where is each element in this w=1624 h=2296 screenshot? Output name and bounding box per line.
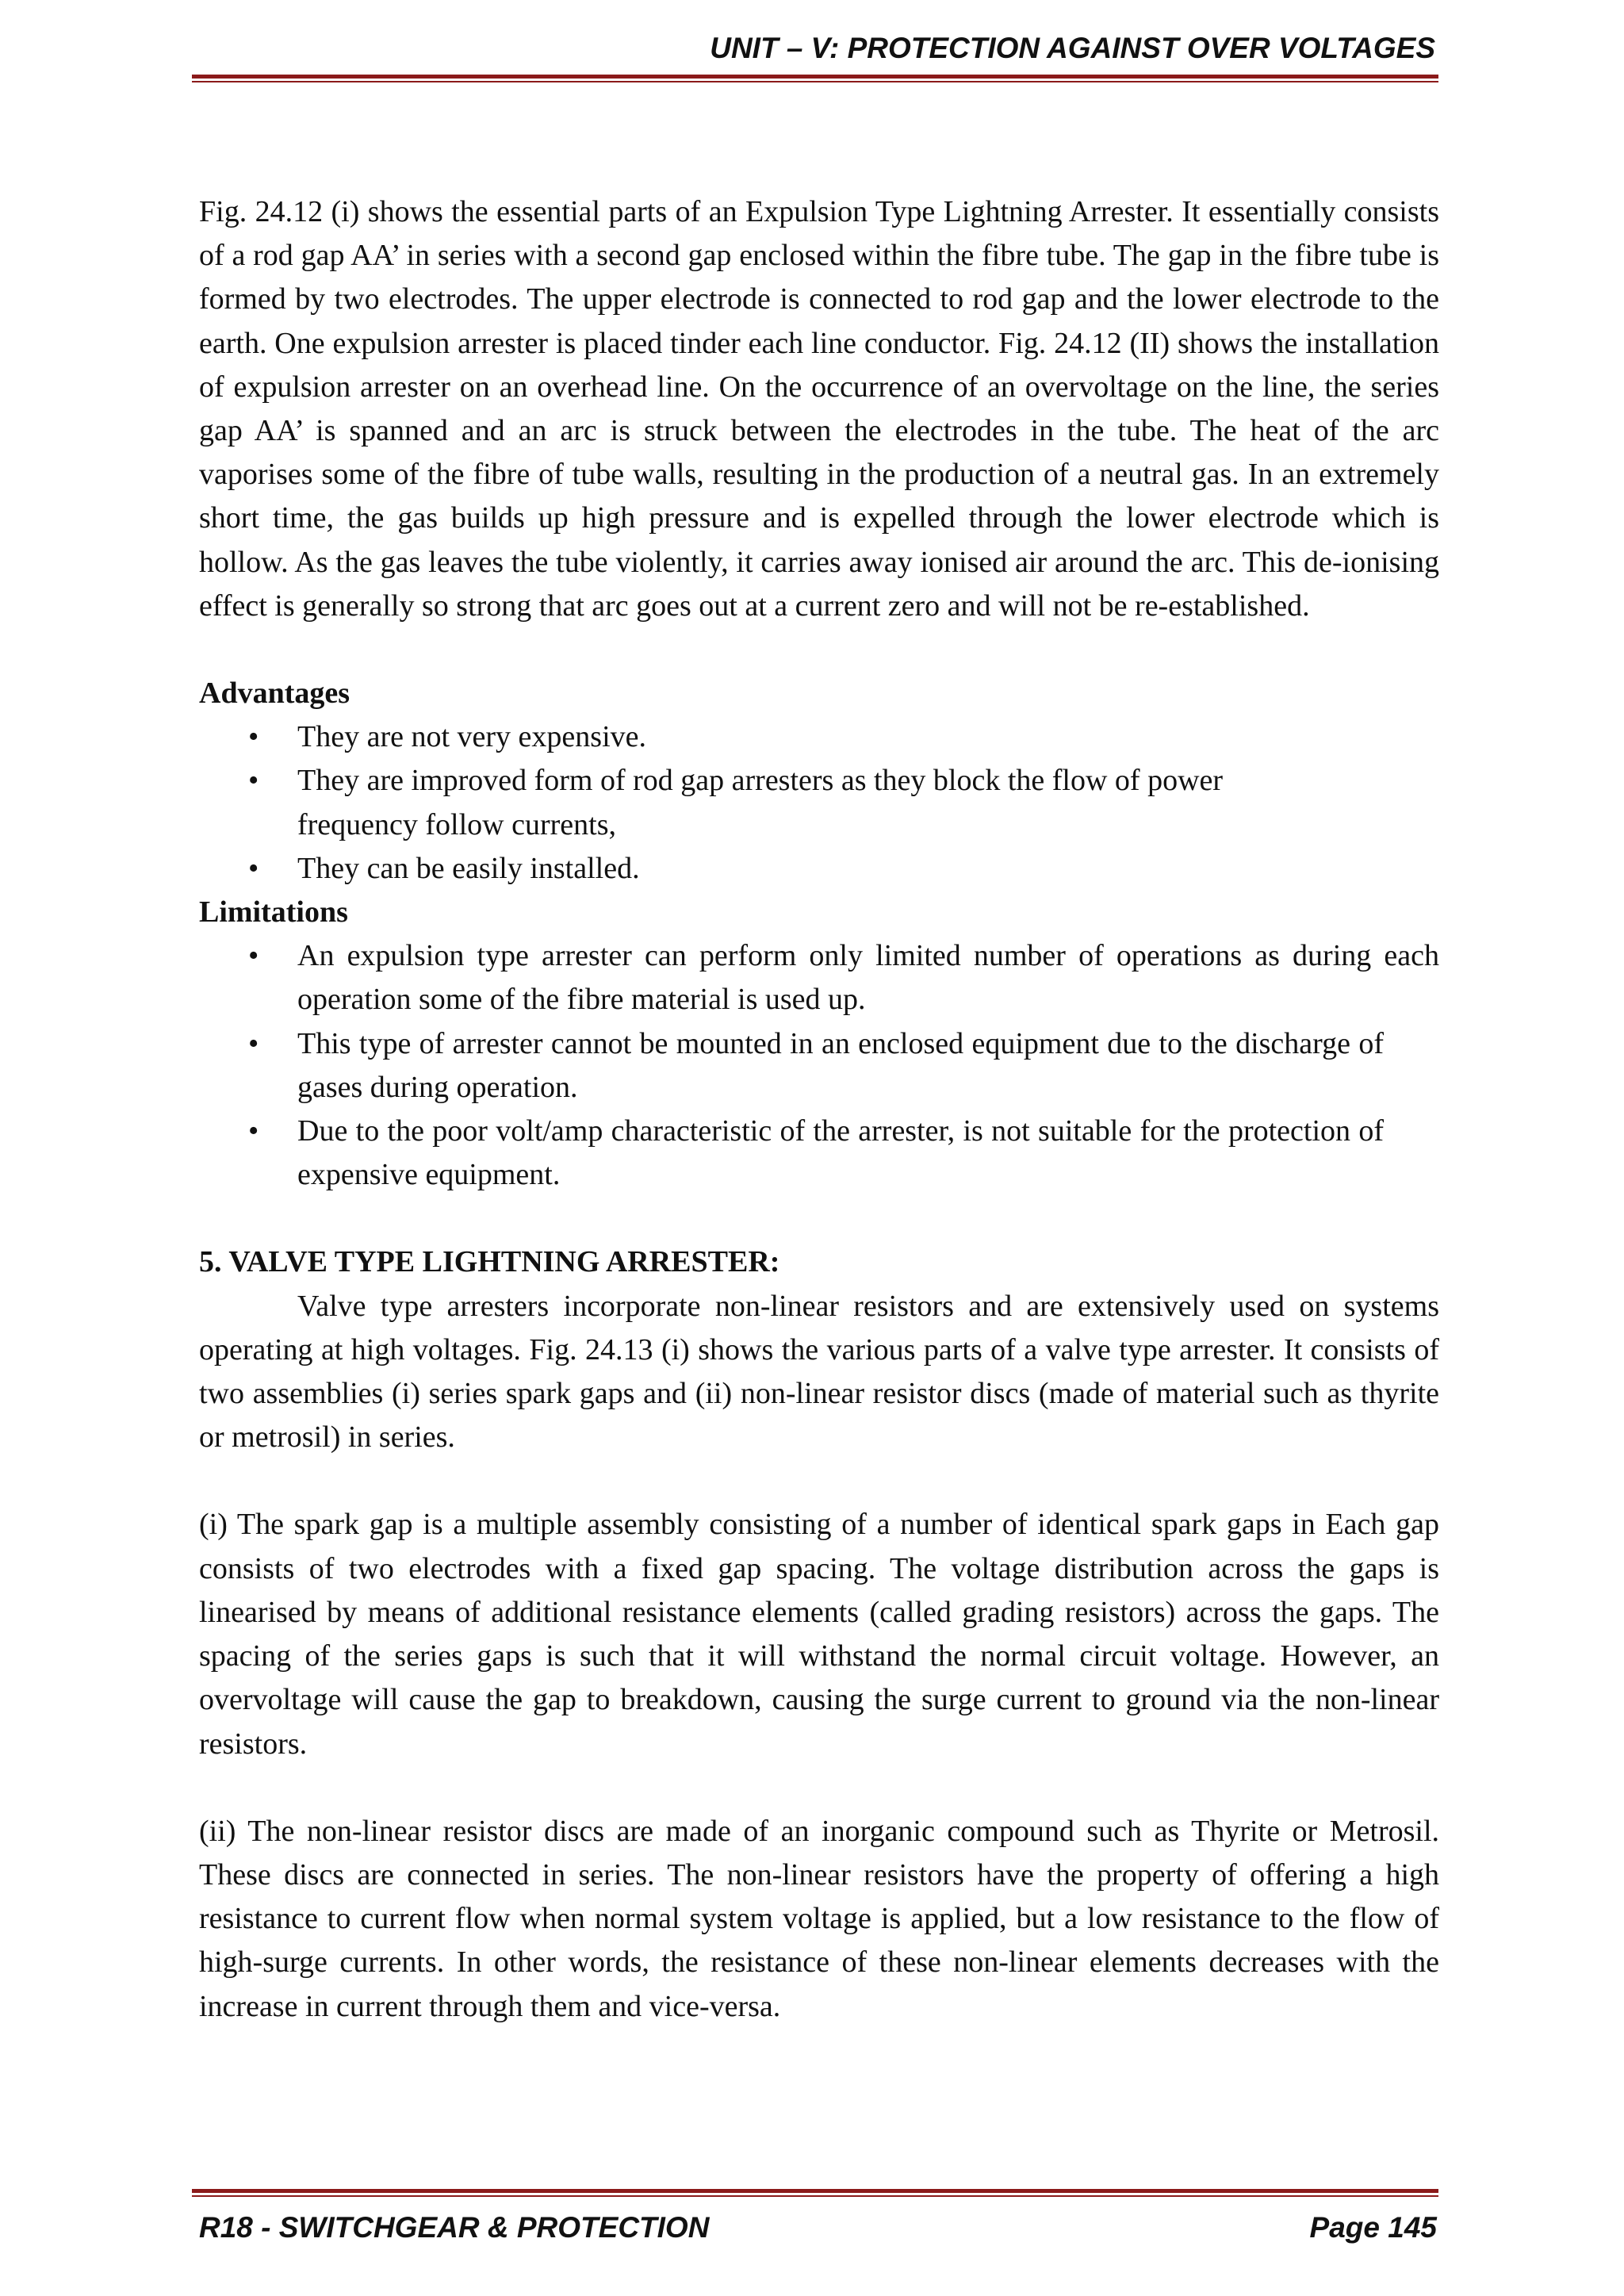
list-item-text: An expulsion type arrester can perform only limited number of operations as during each operation some of the fibre material is used up. <box>297 939 1439 1017</box>
footer-rule-thin <box>192 2195 1438 2197</box>
list-item <box>199 1110 1439 1197</box>
page-number: Page 145 <box>1309 2211 1437 2244</box>
bullet-icon: • <box>248 1114 259 1148</box>
advantages-list <box>199 715 1439 891</box>
header-rule <box>192 75 1438 79</box>
section-heading: 5. VALVE TYPE LIGHTNING ARRESTER: <box>199 1245 780 1279</box>
list-item-text: They can be easily installed. <box>297 851 640 885</box>
bullet-icon: • <box>248 764 259 798</box>
paragraph-i: (i) The spark gap is a multiple assembly consisting of a number of identical spark gaps in Each gap consists of two electrodes with a fixed gap spacing. The voltage distribution across the gaps is linearised by means of additional resistance elements (called grading resistors) across the gaps. The spacing of the series gaps is such that it will withstand the normal circuit voltage. However, an overvoltage will cause the gap to breakdown, causing the surge current to ground via the non-linear resistors. <box>199 1508 1439 1761</box>
list-item-text: They are not very expensive. <box>297 720 646 754</box>
spacer <box>199 628 1439 672</box>
intro-paragraph: Fig. 24.12 (i) shows the essential parts of an Expulsion Type Lightning Arrester. It essentially consists of a rod gap AA’ in series with a second gap enclosed within the fibre tube. The gap in the fibre tube is formed by two electrodes. The upper electrode is connected to rod gap and the lower electrode to the earth. One expulsion arrester is placed tinder each line conductor. Fig. 24.12 (II) shows the installation of expulsion arrester on an overhead line. On the occurrence of an overvoltage on the line, the series gap AA’ is spanned and an arc is struck between the electrodes in the tube. The heat of the arc vaporises some of the fibre of tube walls, resulting in the production of a neutral gas. In an extremely short time, the gas builds up high pressure and is expelled through the lower electrode which is hollow. As the gas leaves the tube violently, it carries away ionised air around the arc. This de-ionising effect is generally so strong that arc goes out at a current zero and will not be re-established. <box>199 195 1439 623</box>
list-item <box>199 847 1439 891</box>
footer-course: R18 - SWITCHGEAR & PROTECTION <box>199 2211 710 2244</box>
body-content <box>199 190 1439 2029</box>
list-item-text: They are improved form of rod gap arresters as they block the flow of power frequency follow currents, <box>297 764 1224 841</box>
footer-rule <box>192 2189 1438 2193</box>
advantages-heading: Advantages <box>199 677 350 711</box>
spacer <box>199 1766 1439 1810</box>
limitations-heading: Limitations <box>199 895 348 930</box>
spacer <box>199 1197 1439 1240</box>
list-item <box>199 715 1439 759</box>
bullet-icon: • <box>248 720 259 754</box>
list-item <box>199 934 1439 1022</box>
section-paragraph: Valve type arresters incorporate non-linear resistors and are extensively used on systems operating at high voltages. Fig. 24.13 (i) shows the various parts of a valve type arrester. It consists of two assemblies (i) series spark gaps and (ii) non-linear resistor discs (made of material such as thyrite or metrosil) in series. <box>199 1289 1439 1455</box>
paragraph-ii: (ii) The non-linear resistor discs are made of an inorganic compound such as Thyrite or Metrosil. These discs are connected in series. The non-linear resistors have the property of offering a high resistance to current flow when normal system voltage is applied, but a low resistance to the flow of high-surge currents. In other words, the resistance of these non-linear elements decreases with the increase in current through them and vice-versa. <box>199 1814 1439 2023</box>
limitations-list <box>199 934 1439 1197</box>
header-rule-thin <box>192 81 1438 82</box>
bullet-icon: • <box>248 939 259 973</box>
list-item-text: Due to the poor volt/amp characteristic of the arrester, is not suitable for the protection of expensive equipment. <box>297 1114 1384 1192</box>
bullet-icon: • <box>248 1026 259 1060</box>
list-item-text: This type of arrester cannot be mounted in an enclosed equipment due to the discharge of gases during operation. <box>297 1026 1384 1104</box>
list-item <box>199 759 1439 846</box>
list-item <box>199 1022 1439 1110</box>
header-title: UNIT – V: PROTECTION AGAINST OVER VOLTAGES <box>710 32 1435 64</box>
spacer <box>199 1459 1439 1503</box>
bullet-icon: • <box>248 851 259 885</box>
